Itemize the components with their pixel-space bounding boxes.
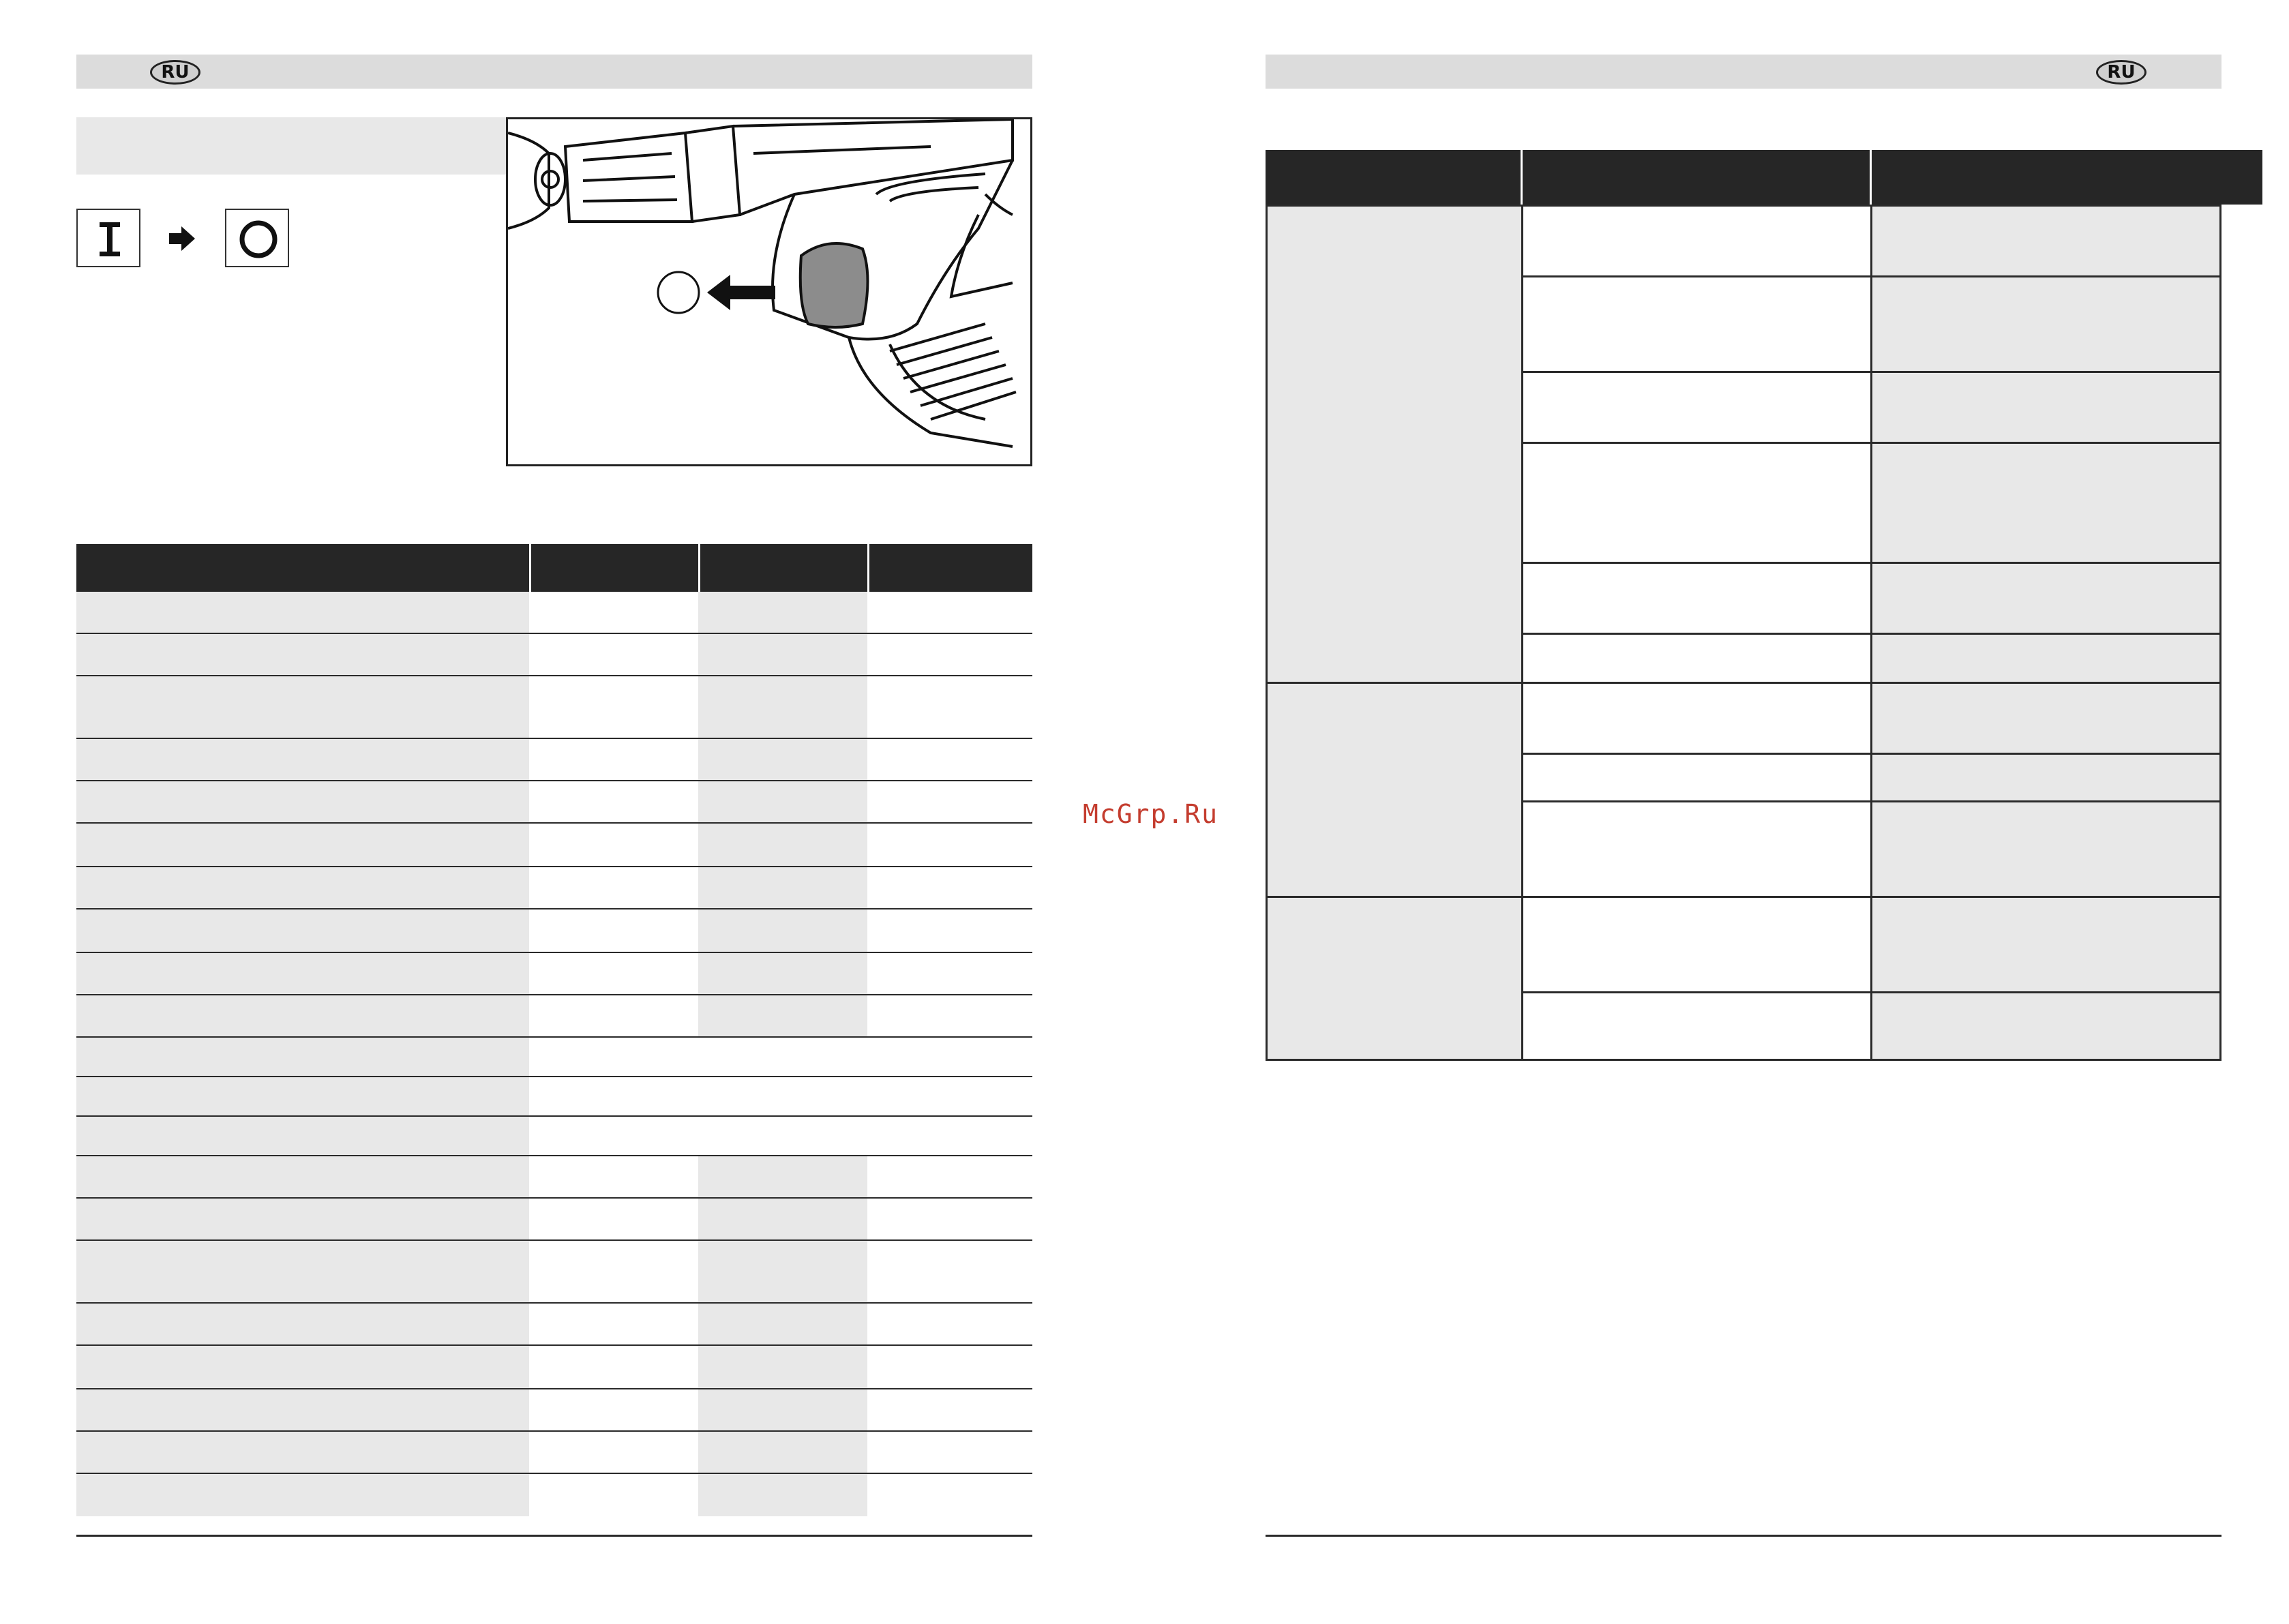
category-cell: [1268, 898, 1523, 1059]
table-row: [76, 634, 1032, 676]
left-page-bottom-rule: [76, 1535, 1032, 1537]
table-row: [76, 1304, 1032, 1346]
right-page-header-bar: [1266, 55, 2221, 89]
language-badge: RU: [150, 60, 200, 85]
table-row: [76, 1432, 1032, 1474]
on-symbol-box: [76, 209, 140, 267]
table-row: [76, 824, 1032, 867]
table-row: [76, 781, 1032, 824]
table-row: [76, 1199, 1032, 1241]
table-row: [76, 909, 1032, 953]
table-row: [76, 1346, 1032, 1389]
right-page-bottom-rule: [1266, 1535, 2221, 1537]
drill-illustration: [506, 117, 1032, 466]
table-row: [76, 1389, 1032, 1432]
table-row: [76, 1241, 1032, 1304]
table-row: [76, 592, 1032, 634]
troubleshooting-table-header: [1266, 150, 2262, 205]
table-row: [76, 739, 1032, 781]
table-row: [76, 995, 1032, 1038]
table-row-merged: [76, 1038, 1032, 1077]
switch-off-icon: [226, 210, 290, 269]
section-title-box: [76, 117, 506, 175]
spec-table-header: [76, 544, 1032, 592]
table-row: [76, 676, 1032, 739]
category-cell: [1268, 684, 1523, 898]
right-arrow-icon: [168, 225, 196, 252]
table-row: [76, 1474, 1032, 1516]
watermark-text: McGrp.Ru: [1083, 799, 1219, 829]
off-symbol-box: [225, 209, 289, 267]
table-row-merged: [76, 1117, 1032, 1156]
table-row: [76, 867, 1032, 909]
language-badge: RU: [2096, 60, 2146, 85]
switch-on-icon: [78, 210, 142, 269]
table-row: [76, 953, 1032, 995]
left-page-header-bar: [76, 55, 1032, 89]
category-cell: [1268, 207, 1523, 684]
troubleshooting-table: [1266, 205, 2221, 1061]
table-row: [76, 1156, 1032, 1199]
table-row-merged: [76, 1077, 1032, 1117]
cordless-drill-icon: [508, 119, 1030, 464]
